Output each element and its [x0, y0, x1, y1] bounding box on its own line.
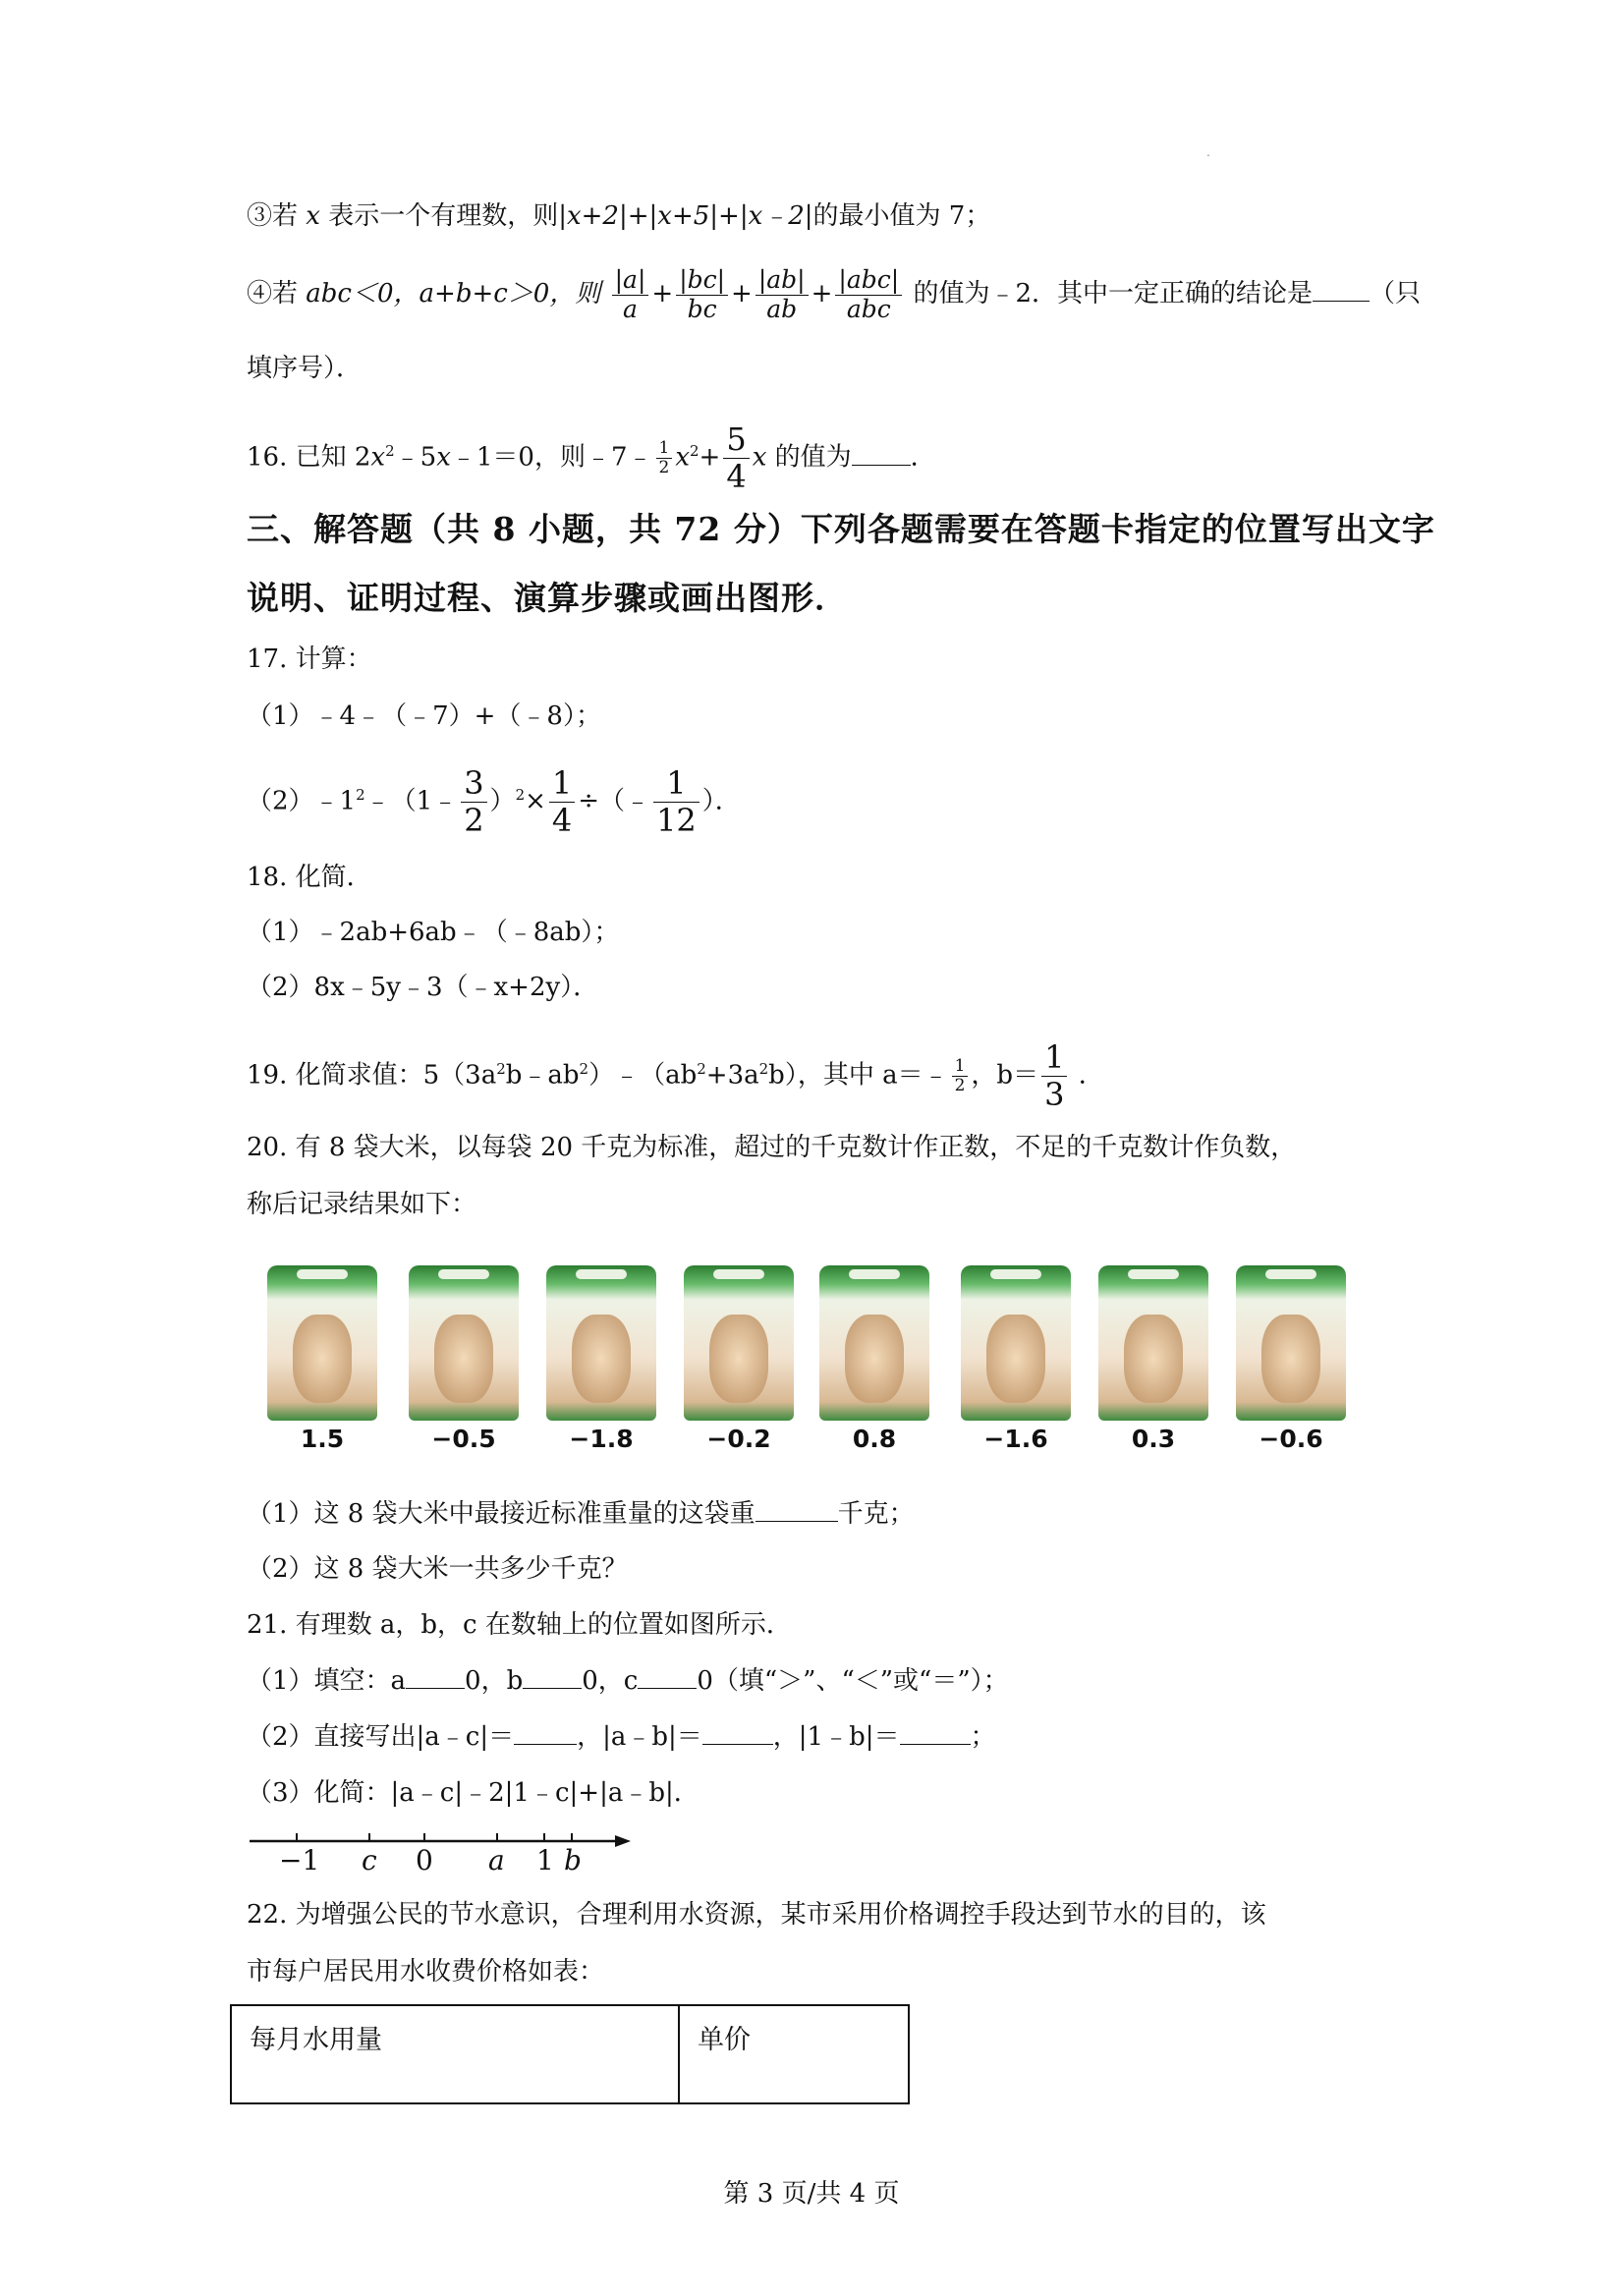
section-heading: 三、解答题（共 8 小题，共 72 分）下列各题需要在答题卡指定的位置写出文字 [247, 510, 1435, 548]
axis-label: c [362, 1844, 377, 1876]
rice-bag-value: 1.5 [300, 1425, 345, 1453]
header-mark: . [1206, 145, 1210, 159]
rice-bag-value: −0.2 [706, 1425, 771, 1453]
section-heading-cont: 说明、证明过程、演算步骤或画出图形． [247, 579, 848, 617]
q20-part1: （1）这 8 袋大米中最接近标准重量的这袋重 千克； [247, 1499, 915, 1529]
axis-label: −1 [279, 1844, 320, 1876]
table-header-cell: 单价 [679, 2005, 909, 2103]
rice-bag-image [819, 1265, 929, 1421]
rice-bag-value: 0.8 [852, 1425, 897, 1453]
rice-bag-value: −0.6 [1259, 1425, 1323, 1453]
q21-part3: （3）化简：|a﹣c|﹣2|1﹣c|+|a﹣b|． [247, 1778, 700, 1808]
answer-blank[interactable] [406, 1664, 465, 1689]
q21-part2: （2）直接写出|a﹣c|＝ ，|a﹣b|＝ ，|1﹣b|＝ ； [247, 1722, 996, 1752]
answer-blank[interactable] [638, 1664, 697, 1689]
fraction: $\frac{1}{3}$ [1041, 1039, 1067, 1113]
q21-title: 21. 有理数 a，b，c 在数轴上的位置如图所示． [247, 1610, 792, 1640]
fraction: $\frac{|bc|}{bc}$ [676, 266, 728, 324]
q16: 16. 已知 $2x^2﹣5x﹣1=0$，则﹣7﹣ $\frac{1}{2}$ $x^2+$ $\frac{5}{4}$ x 的值为 ． [247, 420, 936, 496]
q15-item4-cont: 填序号）． [247, 354, 363, 383]
answer-blank[interactable] [756, 1497, 838, 1522]
fraction: $\frac{|a|}{a}$ [612, 266, 649, 324]
answer-blank[interactable] [1313, 277, 1370, 302]
rice-bag-image [684, 1265, 794, 1421]
answer-blank[interactable] [514, 1720, 577, 1745]
q17-title: 17. 计算： [247, 644, 372, 674]
axis-label: b [564, 1844, 582, 1876]
q17-part2: $(2)﹣1^2﹣(1﹣$ $\frac{3}{2}$ ）$^2$× $\frac{1}{4}$ ÷（﹣ $\frac{1}{12}$ ）． [247, 764, 741, 840]
rice-bag-value: −1.6 [983, 1425, 1048, 1453]
q18-part1: （1）﹣2ab+6ab﹣（﹣8ab）； [247, 918, 620, 947]
rice-bag-image [961, 1265, 1071, 1421]
q22-line2: 市每户居民用水收费价格如表： [247, 1957, 605, 1987]
q15-item3: ③若 x 表示一个有理数，则|x+2|+|x+5|+|x﹣2|的最小值为 7； [247, 201, 991, 231]
fraction: $\frac{3}{2}$ [461, 765, 486, 839]
rice-bag-value: −1.8 [569, 1425, 634, 1453]
answer-blank[interactable] [702, 1720, 773, 1745]
q21-part1: （1）填空：a 0，b 0，c 0（填“＞”、“＜”或“＝”）； [247, 1666, 1009, 1696]
answer-blank[interactable] [852, 441, 911, 466]
fraction: $\frac{1}{12}$ [653, 765, 700, 839]
axis-label: 0 [416, 1844, 433, 1876]
rice-bag-value: 0.3 [1131, 1425, 1176, 1453]
q18-part2: （2）8x﹣5y﹣3（﹣x+2y）． [247, 973, 599, 1002]
page-footer: 第 3 页/共 4 页 [723, 2179, 900, 2209]
fraction: $\frac{5}{4}$ [723, 421, 749, 495]
fraction: $\frac{\text{|abc|}}{\text{abc}}$ [835, 266, 902, 324]
rice-bag-value: −0.5 [431, 1425, 496, 1453]
table-header-cell: 每月水用量 [231, 2005, 679, 2103]
q20-line2: 称后记录结果如下： [247, 1190, 477, 1219]
q19: 19. 化简求值：$5(3a^2b﹣ab^2)﹣(ab^2+3a^2b)$，其中 a＝﹣ $\frac{1}{2}$ ，b＝ $\frac{1}{3}$ ． [247, 1038, 1104, 1114]
q20-line1: 20. 有 8 袋大米，以每袋 20 千克为标准，超过的千克数计作正数，不足的千克数计作负数， [247, 1133, 1297, 1162]
q17-part1: （1）﹣4﹣（﹣7）+（﹣8）； [247, 701, 601, 731]
rice-bag-image [1236, 1265, 1346, 1421]
rice-bag-image [409, 1265, 519, 1421]
fraction: $\frac{1}{2}$ [656, 439, 673, 478]
rice-bag-image [1098, 1265, 1208, 1421]
axis-label: a [488, 1844, 505, 1876]
rice-bag-image [267, 1265, 377, 1421]
q18-title: 18. 化简． [247, 863, 372, 892]
axis-label: 1 [536, 1844, 554, 1876]
answer-blank[interactable] [523, 1664, 582, 1689]
fraction: $\frac{|ab|}{ab}$ [756, 266, 809, 324]
rice-bag-image [546, 1265, 656, 1421]
q22-line1: 22. 为增强公民的节水意识，合理利用水资源，某市采用价格调控手段达到节水的目的，该 [247, 1900, 1266, 1930]
answer-blank[interactable] [900, 1720, 971, 1745]
water-price-table [230, 2004, 910, 2104]
q20-part2: （2）这 8 袋大米一共多少千克？ [247, 1554, 628, 1584]
table-row [231, 2005, 909, 2103]
fraction: $\frac{1}{2}$ [952, 1057, 969, 1096]
q15-item4: ④若 abc＜0，a+b+c＞0，则 $\frac{|a|}{a}$ + $\frac{|bc|}{bc}$ + $\frac{|ab|}{ab}$ + $\frac{\text{|abc|}}{\text{abc}}$ 的值为﹣2．其中一定正确的结论是 （只 [247, 264, 1421, 323]
fraction: $\frac{1}{4}$ [549, 765, 575, 839]
